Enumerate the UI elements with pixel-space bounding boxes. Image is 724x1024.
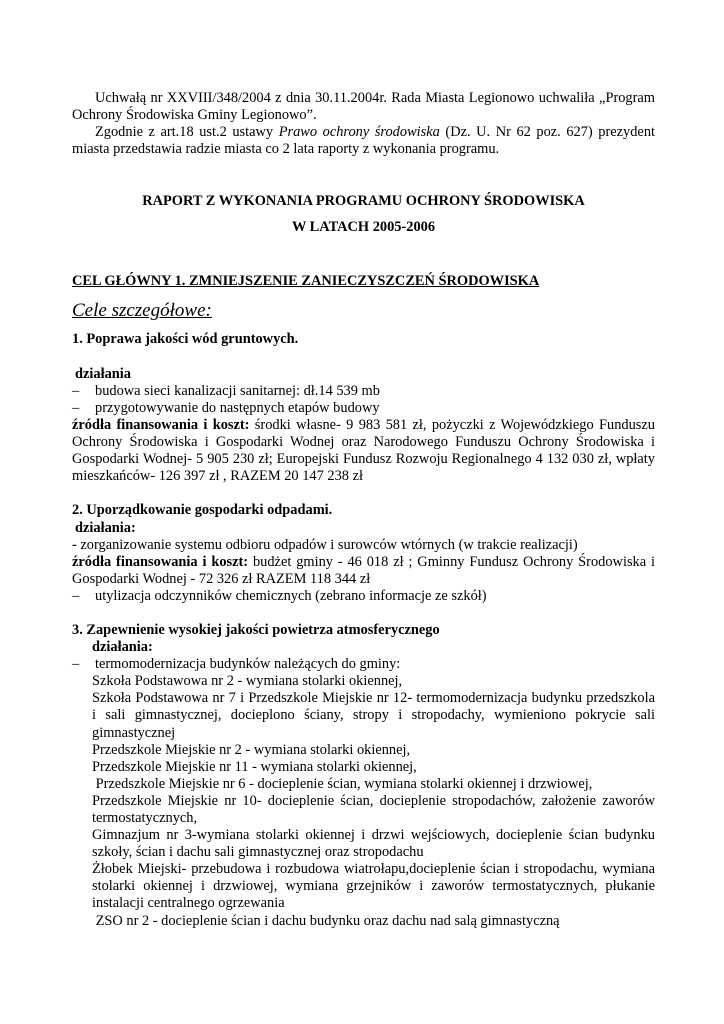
- section-3-action-1: – termomodernizacja budynków należących do gminy:: [72, 656, 655, 673]
- list-item: Przedszkole Miejskie nr 10- docieplenie ścian, docieplenie stropodachów, założenie zaworów termostatycznych,: [92, 792, 655, 826]
- section-2-funding: [72, 554, 655, 588]
- section-1-funding-text: środki własne- 9 983 581 zł, pożyczki z Wojewódzkiego Funduszu Ochrony Środowiska i Gospodarki Wodnej oraz Narodowego Funduszu Ochrony Środowiska i Gospodarki Wodnej- 5 905 230 zł; Europejski Fundusz Rozwoju Regionalnego 4 132 030 zł, wpłaty mieszkańców- 126 397 zł , RAZEM 20 147 238 zł: [72, 417, 655, 485]
- list-item: Szkoła Podstawowa nr 7 i Przedszkole Miejskie nr 12- termomodernizacja budynku przedszkola i sali gimnastycznej, docieplono ściany, stropy i stropodachy, wymieniono pokrycie sali gimnastycznej: [92, 690, 655, 741]
- report-title-line-1: RAPORT Z WYKONANIA PROGRAMU OCHRONY ŚRODOWISKA: [142, 193, 585, 210]
- law-title: Prawo ochrony środowiska: [278, 124, 440, 141]
- section-2-action-1-marker: -: [72, 536, 81, 553]
- section-1-funding: [72, 417, 655, 485]
- main-goal-heading: CEL GŁÓWNY 1. ZMNIEJSZENIE ZANIECZYSZCZEŃ ŚRODOWISKA: [72, 272, 540, 289]
- section-1-funding-label: źródła finansowania i koszt:: [72, 417, 250, 434]
- document-page: [72, 90, 655, 930]
- section-1-action-1: – budowa sieci kanalizacji sanitarnej: dł.14 539 mb: [72, 383, 655, 400]
- list-item: Przedszkole Miejskie nr 11 - wymiana stolarki okiennej,: [92, 758, 417, 775]
- section-3-building-list: [72, 673, 655, 929]
- section-1-title: 1. Poprawa jakości wód gruntowych.: [72, 330, 299, 347]
- detailed-goals-heading: Cele szczegółowe:: [72, 299, 212, 321]
- intro-p2-text-start: Zgodnie z art.18 ust.2 ustawy: [95, 124, 279, 141]
- section-2-title: 2. Uporządkowanie gospodarki odpadami.: [72, 502, 333, 519]
- section-2-action-2: – utylizacja odczynników chemicznych (zebrano informacje ze szkół): [72, 588, 655, 605]
- intro-p2-text-end: (Dz. U. Nr 62 poz. 627) prezydent miasta przedstawia radzie miasta co 2 lata raporty z wykonania programu.: [72, 124, 656, 158]
- section-2-funding-label: źródła finansowania i koszt:: [72, 553, 249, 570]
- report-title-line-2: W LATACH 2005-2006: [291, 219, 436, 236]
- section-2-action-1: [72, 537, 655, 554]
- list-item: Przedszkole Miejskie nr 6 - docieplenie ścian, wymiana stolarki okiennej i drzwiowej,: [92, 775, 593, 792]
- intro-paragraph-2: [72, 124, 655, 158]
- list-item: Przedszkole Miejskie nr 2 - wymiana stolarki okiennej,: [92, 741, 411, 758]
- list-item: Gimnazjum nr 3-wymiana stolarki okiennej i drzwi wejściowych, docieplenie ścian budynku szkoły, ścian i dachu sali gimnastycznej oraz stropodachu: [92, 827, 655, 861]
- list-item: ZSO nr 2 - docieplenie ścian i dachu budynku oraz dachu nad salą gimnastyczną: [92, 912, 560, 929]
- section-3-actions-label: działania:: [92, 639, 153, 656]
- section-2-action-1-text: zorganizowanie systemu odbioru odpadów i surowców wtórnych (w trakcie realizacji): [80, 536, 578, 553]
- section-1-action-2: – przygotowywanie do następnych etapów budowy: [72, 400, 655, 417]
- intro-paragraph-1: Uchwałą nr XXVIII/348/2004 z dnia 30.11.2004r. Rada Miasta Legionowo uchwaliła „Program Ochrony Środowiska Gminy Legionowo”.: [72, 90, 655, 124]
- list-item: Żłobek Miejski- przebudowa i rozbudowa wiatrołapu,docieplenie ścian i stropodachu, wymiana stolarki okiennej i drzwiowej, wymiana grzejników i zaworów termostatycznych, płukanie instalacji centralnego ogrzewania: [92, 861, 655, 912]
- section-3-title: 3. Zapewnienie wysokiej jakości powietrza atmosferycznego: [72, 621, 440, 638]
- section-2-actions-label: działania:: [75, 519, 136, 536]
- section-2-funding-text: budżet gminy - 46 018 zł ; Gminny Fundusz Ochrony Środowiska i Gospodarki Wodnej - 72 326 zł RAZEM 118 344 zł: [72, 553, 655, 587]
- section-1-actions-label: działania: [75, 365, 131, 382]
- list-item: Szkoła Podstawowa nr 2 - wymiana stolarki okiennej,: [92, 673, 403, 690]
